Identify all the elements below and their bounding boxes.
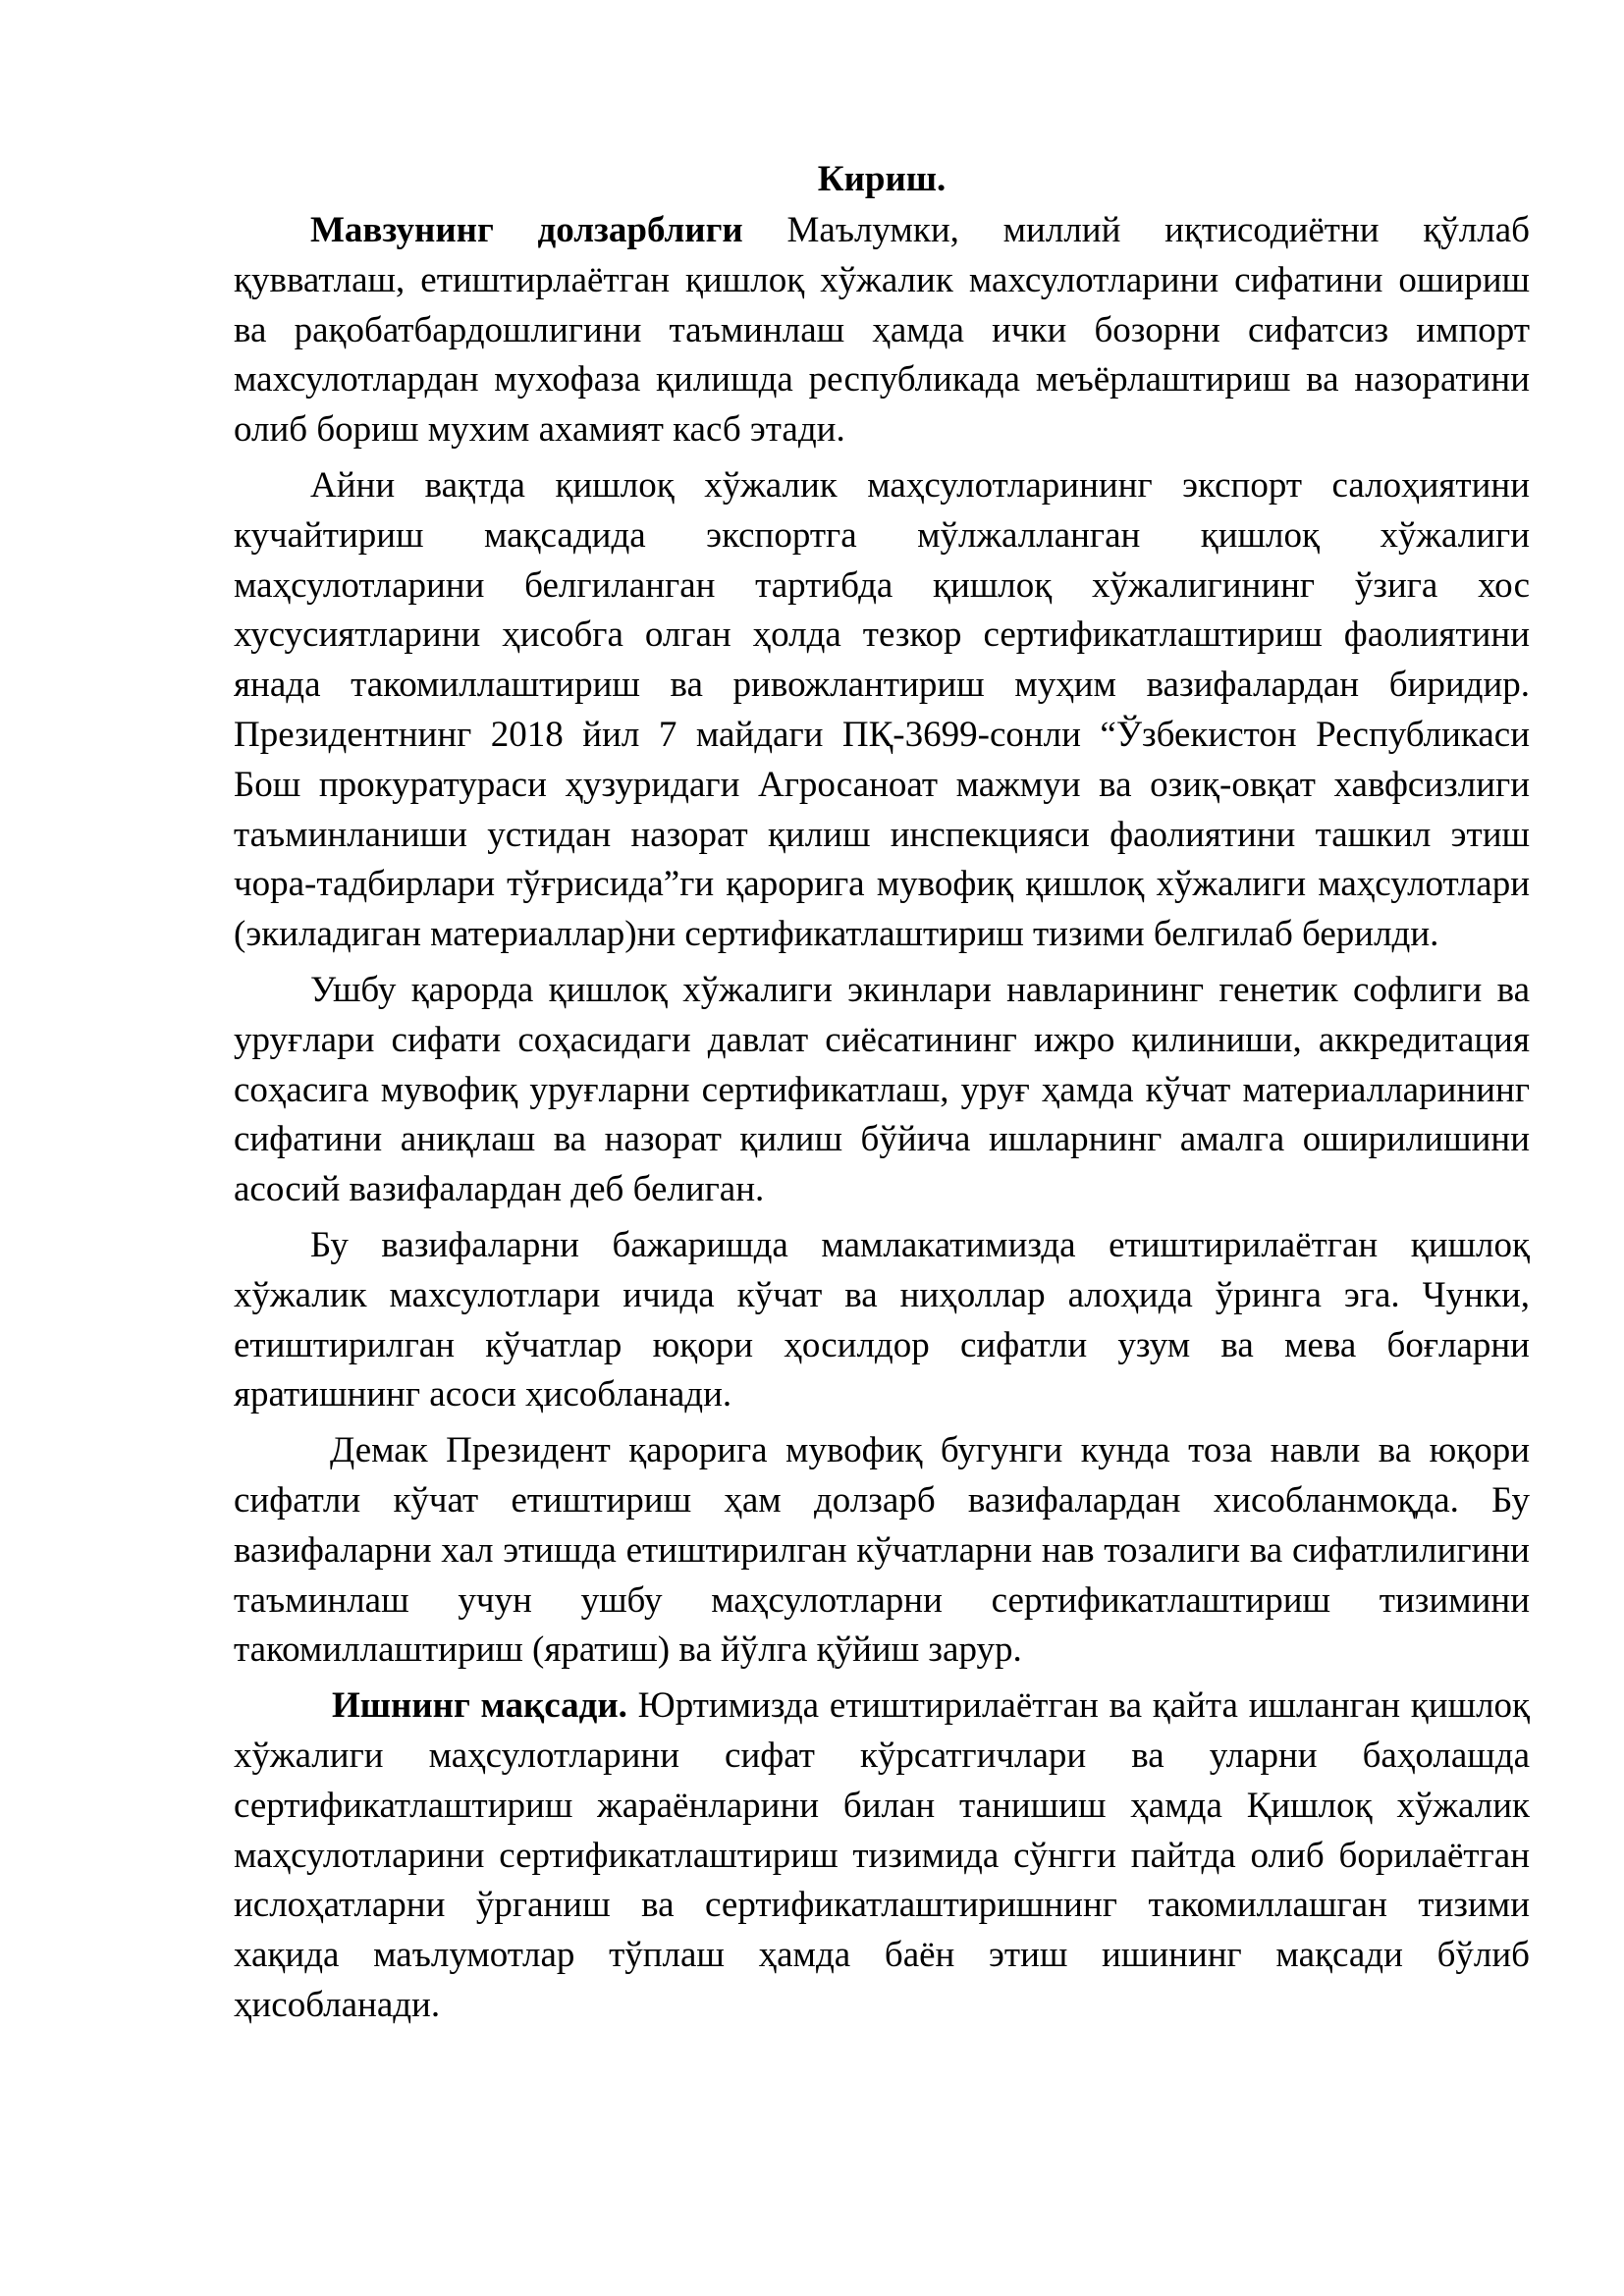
document-page [234, 155, 1530, 2037]
paragraph-text: Бу вазифаларни бажаришда мамлакатимизда етиштирилаётган қишлоқ хўжалик махсулотлари ичида кўчат ва ниҳоллар алоҳида ўринга эга. Чунки, етиштирилган кўчатлар юқори ҳосилдор сифатли узум ва мева боғларни яратишнинг асоси ҳисобланади. [234, 1224, 1530, 1415]
paragraph-purpose [234, 1682, 1530, 2031]
paragraph-text: Айни вақтда қишлоқ хўжалик маҳсулотларининг экспорт салоҳиятини кучайтириш мақсадида экспортга мўлжалланган қишлоқ хўжалиги маҳсулотларини белгиланган тартибда қишлоқ хўжалигининг ўзига хос хусусиятларини ҳисобга олган ҳолда тезкор сертификатлаштириш фаолиятини янада такомиллаштириш ва ривожлантириш муҳим вазифалардан биридир. Президентнинг 2018 йил 7 майдаги ПҚ-3699-сонли “Ўзбекистон Республикаси Бош прокуратураси ҳузуридаги Агросаноат мажмуи ва озиқ-овқат хавфсизлиги таъминланиши устидан назорат қилиш инспекцияси фаолиятини ташкил этиш чора-тадбирлари тўғрисида”ги қарорига мувофиқ қишлоқ хўжалиги маҳсулотлари (экиладиган материаллар)ни сертификатлаштириш тизими белгилаб берилди. [234, 464, 1530, 955]
paragraph [234, 461, 1530, 960]
page-title: Кириш. [817, 159, 947, 199]
paragraph-text: Маълумки, миллий иқтисодиётни қўллаб қувватлаш, етиштирлаётган қишлоқ хўжалик махсулотларини сифатини ошириш ва рақобатбардошлигини таъминлаш ҳамда ички бозорни сифатсиз импорт махсулотлардан мухофаза қилишда республикада меъёрлаштириш ва назоратини олиб бориш мухим ахамият касб этади. [234, 210, 1530, 451]
paragraph-text: Демак Президент қарорига мувофиқ бугунги кунда тоза навли ва юқори сифатли кўчат етиштириш ҳам долзарб вазифалардан хисобланмоқда. Бу вазифаларни хал этишда етиштирилган кўчатларни нав тозалиги ва сифатлилигини таъминлаш учун ушбу маҳсулотларни сертификатлаштириш тизимини такомиллаштириш (яратиш) ва йўлга қўйиш зарур. [234, 1430, 1530, 1671]
paragraph-text: Юртимизда етиштирилаётган ва қайта ишланган қишлоқ хўжалиги маҳсулотларини сифат кўрсатгичлари ва уларни баҳолашда сертификатлаштириш жараёнларини билан танишиш ҳамда Қишлоқ хўжалик маҳсулотларини сертификатлаштириш тизимида сўнгги пайтда олиб борилаётган ислоҳатларни ўрганиш ва сертификатлаштиришнинг такомиллашган тизими хақида маълумотлар тўплаш ҳамда баён этиш ишининг мақсади бўлиб ҳисобланади. [234, 1685, 1531, 2025]
paragraph-lead-relevance: Мавзунинг долзарблиги [310, 210, 743, 250]
paragraph-lead-purpose: Ишнинг мақсади. [332, 1685, 627, 1727]
paragraph [234, 1426, 1530, 1676]
paragraph-text: Ушбу қарорда қишлоқ хўжалиги экинлари навларининг генетик софлиги ва уруғлари сифати соҳасидаги давлат сиёсатининг ижро қилиниши, аккредитация соҳасига мувофиқ уруғларни сертификатлаш, уруғ ҳамда кўчат материалларининг сифатини аниқлаш ва назорат қилиш бўйича ишларнинг амалга оширилишини асосий вазифалардан деб белиган. [234, 969, 1530, 1210]
paragraph [234, 1221, 1530, 1420]
paragraph-relevance [234, 206, 1530, 455]
paragraph [234, 966, 1530, 1215]
